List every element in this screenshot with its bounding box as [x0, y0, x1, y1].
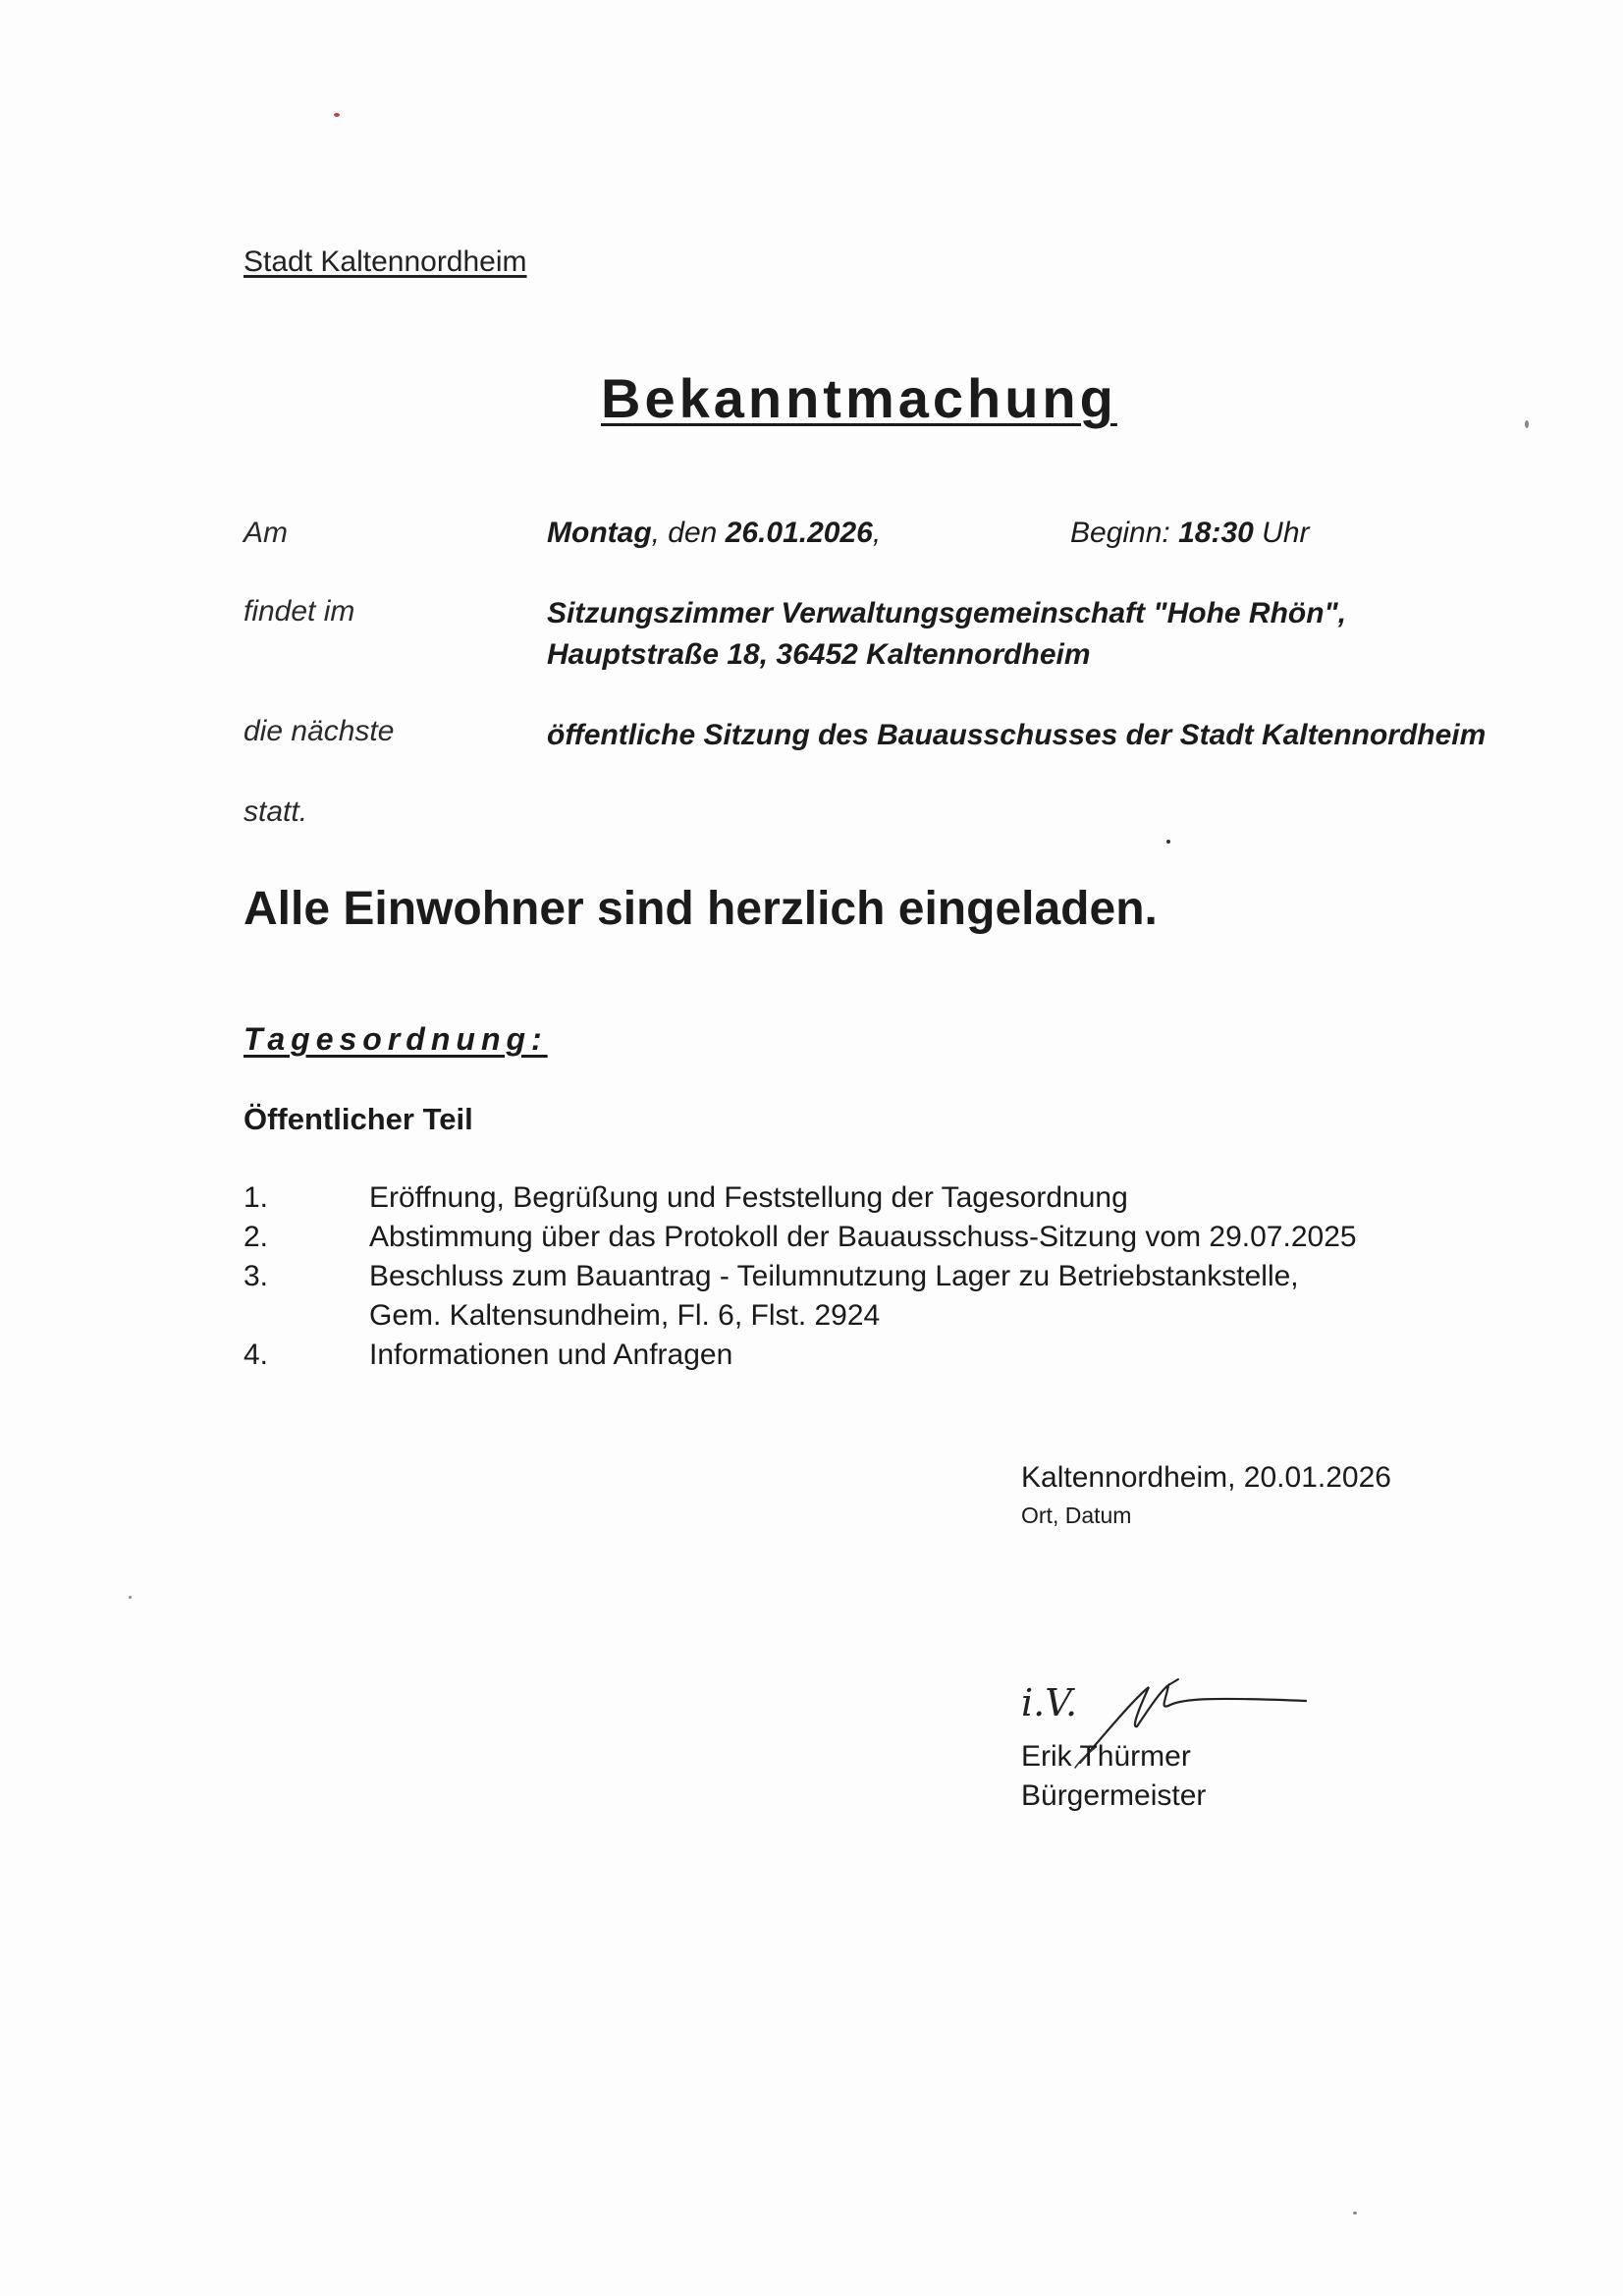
meeting-start-time: Beginn: 18:30 Uhr: [1070, 517, 1310, 549]
scan-speck: [129, 1596, 132, 1599]
signature-prefix: i.V.: [1021, 1681, 1078, 1724]
agenda-item: [243, 1257, 1422, 1296]
agenda-item: [243, 1178, 1422, 1218]
invitation-text: Alle Einwohner sind herzlich eingeladen.: [243, 883, 1158, 935]
meeting-date: Montag, den 26.01.2026,: [547, 517, 882, 549]
meeting-location-line2: Hauptstraße 18, 36452 Kaltennordheim: [547, 638, 1091, 671]
agenda-item-text: Eröffnung, Begrüßung und Feststellung der Tagesordnung: [369, 1181, 1128, 1214]
agenda-item: [243, 1218, 1422, 1257]
agenda-item-number: 2.: [243, 1221, 269, 1253]
agenda-item-text: Abstimmung über das Protokoll der Bauausschuss-Sitzung vom 29.07.2025: [369, 1221, 1357, 1253]
label-die-naechste: die nächste: [243, 715, 395, 747]
place-date-caption: Ort, Datum: [1021, 1503, 1132, 1528]
label-findet-im: findet im: [243, 595, 355, 628]
document-title: Bekanntmachung: [601, 367, 1117, 429]
agenda-item-text: Gem. Kaltensundheim, Fl. 6, Flst. 2924: [369, 1299, 881, 1332]
label-am: Am: [243, 517, 288, 549]
scan-speck: [334, 113, 340, 117]
agenda-item-number: 4.: [243, 1339, 269, 1371]
signer-role: Bürgermeister: [1021, 1779, 1207, 1812]
signer-name: Erik Thürmer: [1021, 1740, 1191, 1773]
scan-speck: [1353, 2212, 1357, 2214]
agenda-item-number: 1.: [243, 1181, 269, 1214]
agenda-item-number: [243, 1296, 369, 1336]
agenda-item-continuation: [243, 1296, 1422, 1336]
agenda-item: [243, 1336, 1422, 1375]
place-and-date: Kaltennordheim, 20.01.2026: [1021, 1461, 1391, 1494]
meeting-session-type: öffentliche Sitzung des Bauausschusses der Stadt Kaltennordheim: [547, 719, 1487, 751]
scan-speck: [1525, 420, 1529, 428]
agenda-item-number: 3.: [243, 1260, 269, 1292]
label-statt: statt.: [243, 795, 308, 828]
issuing-authority: Stadt Kaltennordheim: [243, 246, 527, 278]
agenda-list: [243, 1178, 1422, 1375]
agenda-section-title: Öffentlicher Teil: [243, 1102, 473, 1136]
meeting-location-line1: Sitzungszimmer Verwaltungsgemeinschaft "Hohe Rhön",: [547, 597, 1347, 629]
scan-speck: [1166, 840, 1170, 844]
agenda-heading: Tagesordnung:: [243, 1021, 548, 1057]
agenda-item-text: Informationen und Anfragen: [369, 1339, 733, 1371]
agenda-item-text: Beschluss zum Bauantrag - Teilumnutzung Lager zu Betriebstankstelle,: [369, 1260, 1299, 1292]
